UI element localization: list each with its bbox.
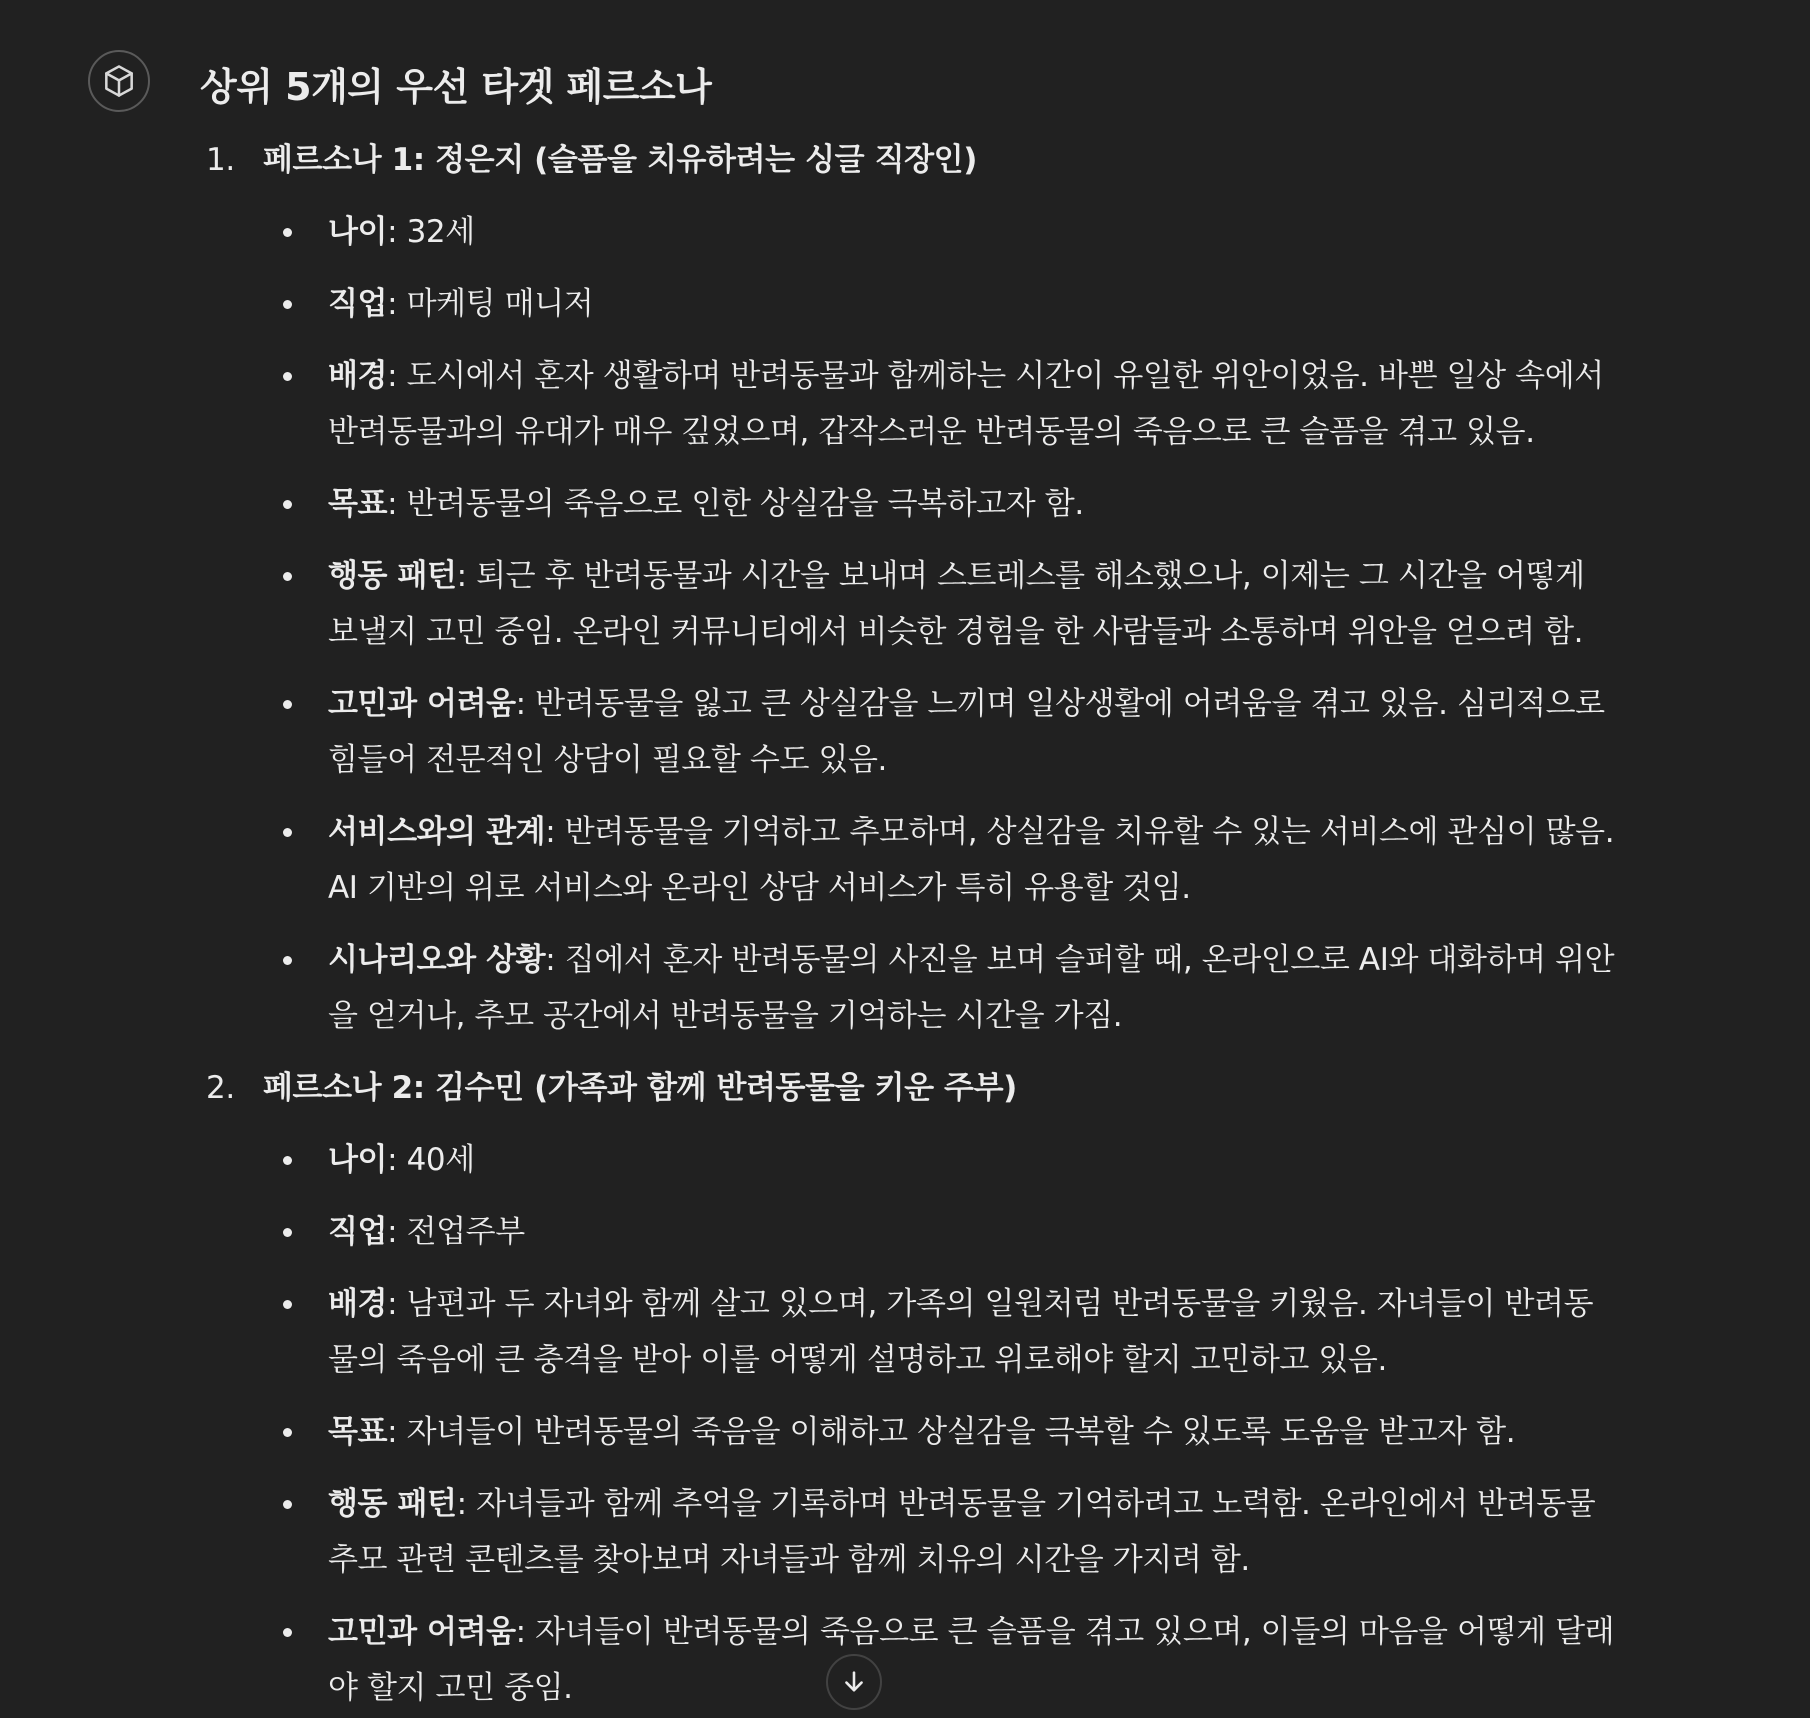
scroll-to-bottom-button[interactable] xyxy=(826,1654,882,1710)
persona-item xyxy=(200,132,1620,1044)
assistant-message xyxy=(200,58,1620,1716)
persona-number: 2. xyxy=(206,1070,235,1106)
attribute-label: 행동 패턴 xyxy=(328,558,457,594)
persona-attribute xyxy=(200,1404,1620,1460)
bullet-icon xyxy=(283,828,292,837)
attribute-label: 배경 xyxy=(328,1286,388,1322)
attribute-text: : 반려동물의 죽음으로 인한 상실감을 극복하고자 함. xyxy=(387,486,1084,522)
persona-attribute xyxy=(200,932,1620,1044)
arrow-down-icon xyxy=(840,1668,868,1696)
attribute-text: : 마케팅 매니저 xyxy=(387,286,594,322)
persona-header xyxy=(200,1060,1620,1116)
attribute-text: : 퇴근 후 반려동물과 시간을 보내며 스트레스를 해소했으나, 이제는 그 시간을 어떻게 보낼지 고민 중임. 온라인 커뮤니티에서 비슷한 경험을 한 사람들과 소통하며 위안을 얻으려 함. xyxy=(328,558,1585,650)
bullet-icon xyxy=(283,1428,292,1437)
attribute-label: 고민과 어려움 xyxy=(328,686,516,722)
attribute-label: 직업 xyxy=(328,286,388,322)
persona-attribute xyxy=(200,1476,1620,1588)
persona-number: 1. xyxy=(206,142,235,178)
persona-attribute xyxy=(200,348,1620,460)
attribute-text: : 40세 xyxy=(387,1142,475,1178)
persona-attribute-list xyxy=(200,1132,1620,1716)
persona-name: 페르소나 2: 김수민 (가족과 함께 반려동물을 키운 주부) xyxy=(263,1070,1017,1106)
attribute-text: : 자녀들이 반려동물의 죽음으로 큰 슬픔을 겪고 있으며, 이들의 마음을 어떻게 달래야 할지 고민 중임. xyxy=(328,1614,1615,1706)
bullet-icon xyxy=(283,372,292,381)
attribute-text: : 반려동물을 기억하고 추모하며, 상실감을 치유할 수 있는 서비스에 관심이 많음. AI 기반의 위로 서비스와 온라인 상담 서비스가 특히 유용할 것임. xyxy=(328,814,1615,906)
persona-list xyxy=(200,132,1620,1716)
attribute-label: 나이 xyxy=(328,1142,388,1178)
bullet-icon xyxy=(283,1500,292,1509)
attribute-label: 목표 xyxy=(328,486,388,522)
attribute-label: 나이 xyxy=(328,214,388,250)
attribute-text: : 전업주부 xyxy=(387,1214,525,1250)
persona-attribute xyxy=(200,548,1620,660)
persona-attribute xyxy=(200,1132,1620,1188)
bullet-icon xyxy=(283,500,292,509)
persona-attribute xyxy=(200,204,1620,260)
bullet-icon xyxy=(283,300,292,309)
attribute-text: : 32세 xyxy=(387,214,475,250)
persona-attribute xyxy=(200,1604,1620,1716)
persona-attribute xyxy=(200,476,1620,532)
attribute-text: : 반려동물을 잃고 큰 상실감을 느끼며 일상생활에 어려움을 겪고 있음. 심리적으로 힘들어 전문적인 상담이 필요할 수도 있음. xyxy=(328,686,1605,778)
bullet-icon xyxy=(283,956,292,965)
persona-attribute xyxy=(200,676,1620,788)
openai-cube-icon xyxy=(100,62,138,100)
attribute-label: 행동 패턴 xyxy=(328,1486,457,1522)
attribute-text: : 집에서 혼자 반려동물의 사진을 보며 슬퍼할 때, 온라인으로 AI와 대화하며 위안을 얻거나, 추모 공간에서 반려동물을 기억하는 시간을 가짐. xyxy=(328,942,1615,1034)
bullet-icon xyxy=(283,1228,292,1237)
attribute-text: : 자녀들이 반려동물의 죽음을 이해하고 상실감을 극복할 수 있도록 도움을 받고자 함. xyxy=(387,1414,1516,1450)
attribute-label: 고민과 어려움 xyxy=(328,1614,516,1650)
attribute-label: 서비스와의 관계 xyxy=(328,814,546,850)
persona-header xyxy=(200,132,1620,188)
bullet-icon xyxy=(283,1300,292,1309)
persona-attribute xyxy=(200,804,1620,916)
attribute-text: : 도시에서 혼자 생활하며 반려동물과 함께하는 시간이 유일한 위안이었음. 바쁜 일상 속에서 반려동물과의 유대가 매우 깊었으며, 갑작스러운 반려동물의 죽음으로 큰 슬픔을 겪고 있음. xyxy=(328,358,1604,450)
bullet-icon xyxy=(283,700,292,709)
message-heading: 상위 5개의 우선 타겟 페르소나 xyxy=(200,65,712,109)
bullet-icon xyxy=(283,228,292,237)
persona-attribute xyxy=(200,1276,1620,1388)
bullet-icon xyxy=(283,1156,292,1165)
persona-item xyxy=(200,1060,1620,1716)
bullet-icon xyxy=(283,1628,292,1637)
attribute-label: 배경 xyxy=(328,358,388,394)
bullet-icon xyxy=(283,572,292,581)
persona-attribute xyxy=(200,276,1620,332)
attribute-label: 목표 xyxy=(328,1414,388,1450)
attribute-label: 시나리오와 상황 xyxy=(328,942,546,978)
persona-name: 페르소나 1: 정은지 (슬픔을 치유하려는 싱글 직장인) xyxy=(263,142,977,178)
persona-attribute xyxy=(200,1204,1620,1260)
persona-attribute-list xyxy=(200,204,1620,1044)
attribute-label: 직업 xyxy=(328,1214,388,1250)
attribute-text: : 남편과 두 자녀와 함께 살고 있으며, 가족의 일원처럼 반려동물을 키웠음. 자녀들이 반려동물의 죽음에 큰 충격을 받아 이를 어떻게 설명하고 위로해야 할지 고민하고 있음. xyxy=(328,1286,1594,1378)
attribute-text: : 자녀들과 함께 추억을 기록하며 반려동물을 기억하려고 노력함. 온라인에서 반려동물 추모 관련 콘텐츠를 찾아보며 자녀들과 함께 치유의 시간을 가지려 함. xyxy=(328,1486,1596,1578)
assistant-avatar xyxy=(88,50,150,112)
